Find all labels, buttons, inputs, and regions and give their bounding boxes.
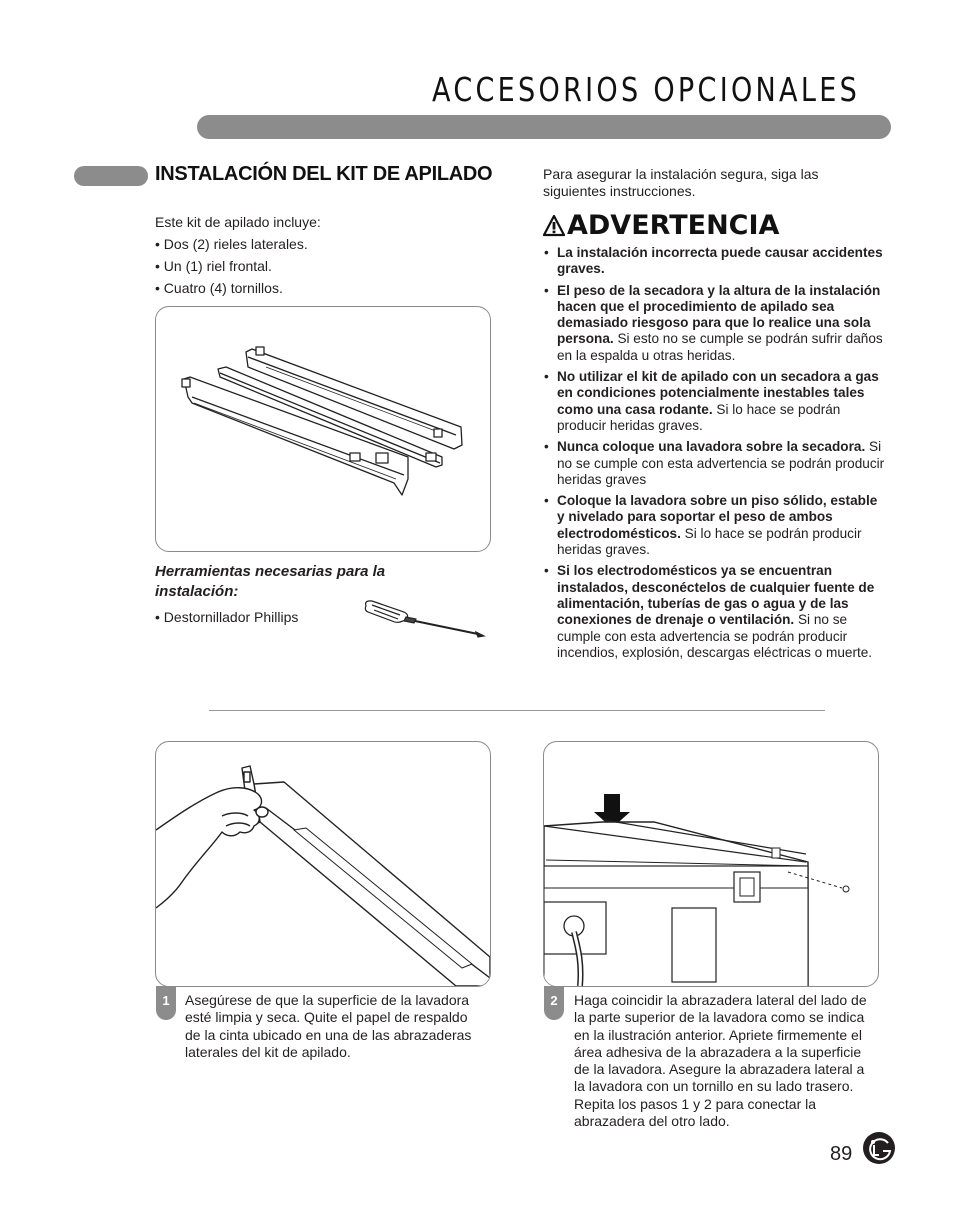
warning-item-text: Si esto no se cumple se podrán sufrir daños en la espalda u otras heridas.	[557, 331, 883, 363]
tools-heading: Herramientas necesarias para la instalación:	[155, 563, 386, 600]
warning-item-bold: La instalación incorrecta puede causar accidentes graves.	[557, 245, 883, 277]
warning-item-bold: Coloque la lavadora sobre un piso sólido, estable y nivelado para soportar el peso de ambos electrodomésticos.	[557, 493, 878, 541]
section-title: INSTALACIÓN DEL KIT DE APILADO	[155, 163, 493, 185]
step1-illustration	[155, 741, 491, 987]
step1-drawing	[156, 742, 490, 986]
safety-intro: Para asegurar la instalación segura, siga las siguientes instrucciones.	[543, 166, 819, 199]
rails-drawing	[156, 307, 490, 551]
warning-item-bold: Si los electrodomésticos ya se encuentran instalados, desconéctelos de cualquier fuente de alimentación, tuberías de gas o agua y de las conexiones de drenaje o ventilación.	[557, 563, 875, 628]
page-number: 89	[830, 1143, 853, 1165]
warning-item	[543, 283, 888, 364]
warning-item	[543, 369, 888, 434]
warning-title: ADVERTENCIA	[567, 210, 780, 241]
warning-heading	[543, 210, 779, 241]
warning-item-bold: El peso de la secadora y la altura de la instalación hacen que el procedimiento de apilado sea demasiado riesgoso para que lo realice una sola persona.	[557, 282, 881, 347]
warning-item	[543, 245, 888, 278]
step-text: Asegúrese de que la superficie de la lavadora esté limpia y seca. Quite el papel de respaldo de la cinta ubicado en una de las abrazaderas laterales del kit de apilado.	[185, 992, 472, 1060]
warning-triangle-icon	[543, 215, 565, 237]
warning-item	[543, 439, 888, 488]
warning-item-bold: Nunca coloque una lavadora sobre la secadora.	[557, 439, 866, 455]
lg-logo-icon	[862, 1131, 896, 1165]
kit-contents	[155, 211, 485, 299]
step-text: Haga coincidir la abrazadera lateral del lado de la parte superior de la lavadora como se indica en la ilustración anterior. Apriete firmemente el área adhesiva de la abrazadera a la superficie de la lavadora. Asegure la abrazadera lateral a la lavadora con un tornillo en su lado trasero. Repita los pasos 1 y 2 para conectar la abrazadera del otro lado.	[574, 992, 867, 1130]
header-bar	[197, 115, 891, 139]
kit-contents-line: Este kit de apilado incluye:	[155, 214, 321, 230]
section-divider	[209, 710, 825, 711]
rails-illustration	[155, 306, 491, 552]
step-number: 1	[156, 986, 176, 1020]
step2-illustration	[543, 741, 879, 987]
screwdriver-icon	[360, 596, 486, 640]
section-marker	[74, 166, 148, 186]
warning-item-text: Si no se cumple con esta advertencia se podrán producir incendios, explosión, descargas eléctricas o muerte.	[557, 612, 873, 660]
kit-contents-line: • Cuatro (4) tornillos.	[155, 280, 283, 296]
tools-item: • Destornillador Phillips	[155, 609, 299, 625]
warning-item-bold: No utilizar el kit de apilado con un secadora a gas en condiciones potencialmente inestables tales como una casa rodante.	[557, 369, 879, 417]
page-title: ACCESORIOS OPCIONALES	[432, 70, 861, 109]
warning-list	[543, 245, 888, 666]
step2-drawing	[544, 742, 878, 986]
warning-item	[543, 493, 888, 558]
warning-item-text: Si no se cumple con esta advertencia se podrán producir heridas graves	[557, 439, 885, 487]
warning-item-text: Si lo hace se podrán producir heridas graves.	[557, 401, 841, 433]
warning-item	[543, 563, 888, 661]
warning-item-text: Si lo hace se podrán producir heridas graves.	[557, 525, 862, 558]
step-number: 2	[544, 986, 564, 1020]
kit-contents-line: • Dos (2) rieles laterales.	[155, 236, 308, 252]
kit-contents-line: • Un (1) riel frontal.	[155, 258, 272, 274]
